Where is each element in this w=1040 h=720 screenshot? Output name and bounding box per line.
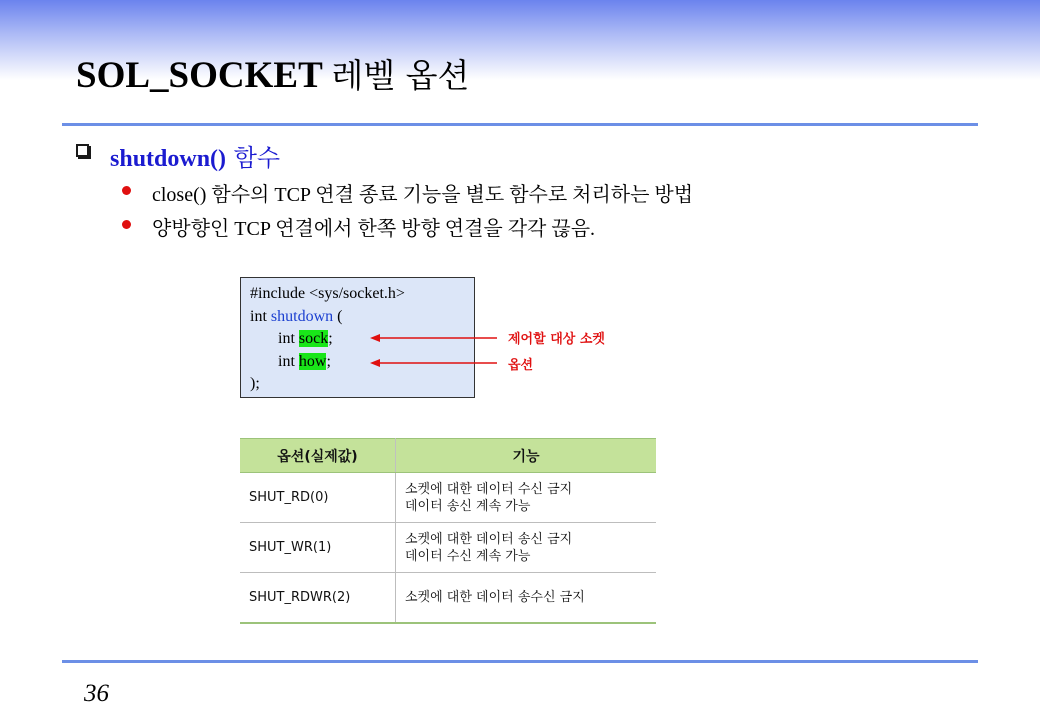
description-line: 소켓에 대한 데이터 송수신 금지 [405, 590, 585, 605]
code-function-name: shutdown [270, 307, 334, 325]
table-row [240, 573, 656, 624]
title-en: SOL_SOCKET [76, 55, 323, 96]
code-param-how: how [298, 352, 327, 370]
option-cell: SHUT_WR(1) [240, 523, 396, 573]
table-row [240, 473, 656, 523]
annotation-how: 옵션 [508, 358, 534, 373]
code-type: int [278, 352, 299, 370]
table-header-row [240, 439, 656, 473]
title-kr: 레벨 옵션 [331, 56, 470, 95]
option-cell: SHUT_RD(0) [240, 473, 396, 523]
description-cell [396, 473, 657, 523]
code-semicolon: ; [326, 352, 331, 370]
page-number: 36 [84, 680, 109, 707]
code-line-include: #include <sys/socket.h> [250, 285, 405, 302]
description-line: 데이터 송신 계속 가능 [405, 498, 531, 514]
bullet-text: close() 함수의 TCP 연결 종료 기능을 별도 함수로 처리하는 방법 [152, 184, 694, 206]
table-row [240, 523, 656, 573]
code-keyword: int [250, 307, 271, 325]
arrowhead-sock-icon [370, 334, 380, 342]
description-line: 데이터 수신 계속 가능 [405, 548, 531, 564]
code-param-sock: sock [298, 330, 329, 347]
description-line: 소켓에 대한 데이터 송신 금지 [405, 531, 573, 547]
section-function-name: shutdown() [110, 146, 227, 172]
bottom-divider [62, 660, 978, 663]
description-cell [396, 573, 657, 624]
code-type: int [278, 330, 299, 347]
section-function-suffix: 함수 [233, 144, 281, 172]
arrowhead-how-icon [370, 359, 380, 367]
shutdown-options-table [240, 438, 656, 624]
table-header-option: 옵션(실제값) [240, 439, 396, 473]
description-cell [396, 523, 657, 573]
option-cell: SHUT_RDWR(2) [240, 573, 396, 624]
code-line-close: ); [250, 375, 260, 392]
description-line: 소켓에 대한 데이터 수신 금지 [405, 481, 573, 497]
table-header-function: 기능 [396, 439, 657, 473]
code-paren: ( [333, 307, 343, 325]
code-semicolon: ; [328, 330, 333, 347]
bullet-text: 양방향인 TCP 연결에서 한쪽 방향 연결을 각각 끊음. [152, 218, 596, 240]
annotation-sock: 제어할 대상 소켓 [508, 332, 605, 347]
